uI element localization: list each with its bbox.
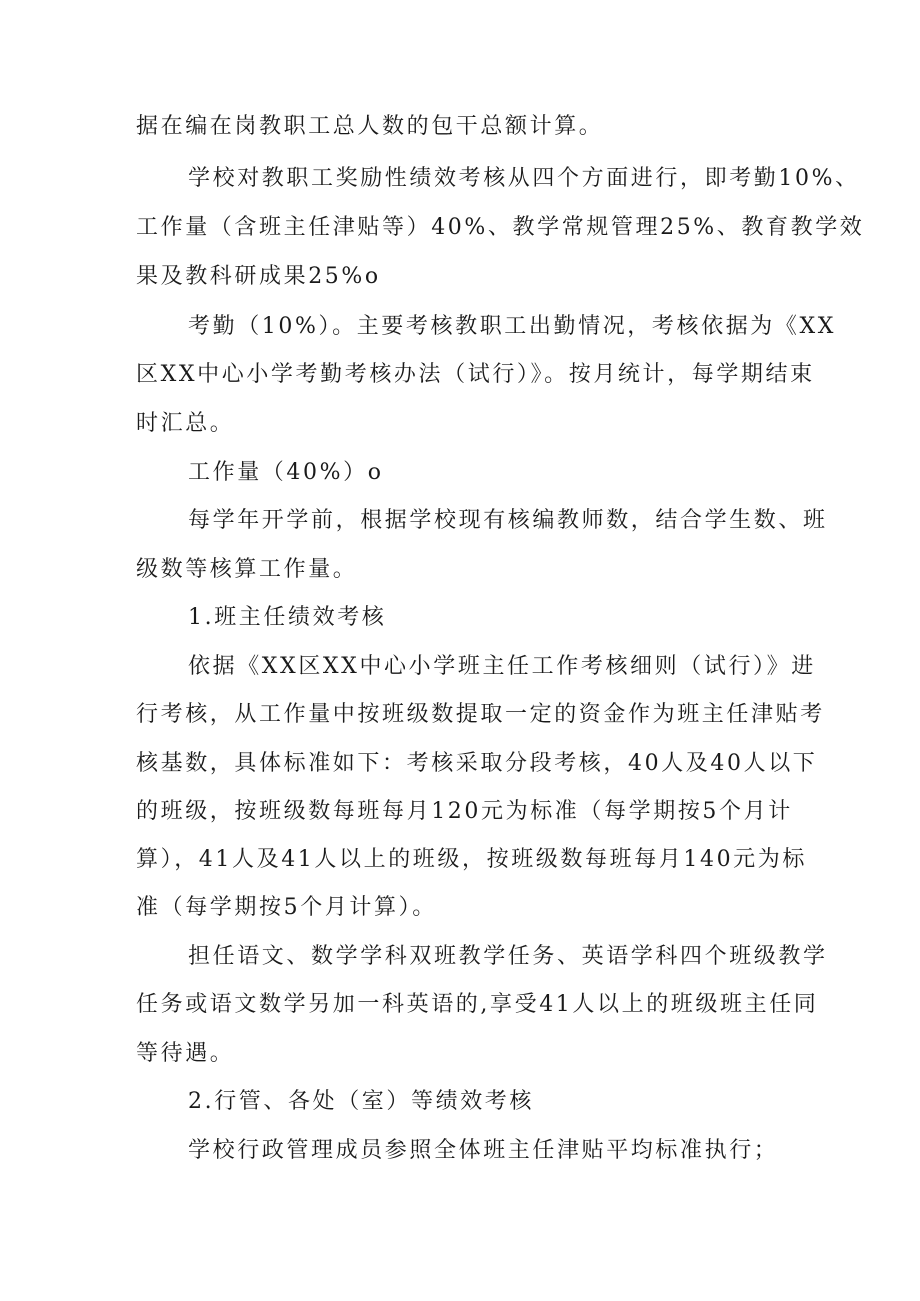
paragraph-line: 算），41人及41人以上的班级，按班级数每班每月140元为标 (136, 847, 807, 872)
paragraph-line: 依据《XX区XX中心小学班主任工作考核细则（试行）》进 (188, 654, 816, 679)
paragraph-line: 级数等核算工作量。 (136, 557, 358, 582)
paragraph-line: 准（每学期按5个月计算）。 (136, 895, 437, 920)
paragraph-line: 行考核，从工作量中按班级数提取一定的资金作为班主任津贴考 (136, 702, 825, 727)
paragraph-line: 每学年开学前，根据学校现有核编教师数，结合学生数、班 (188, 508, 828, 533)
section-heading: 工作量（40%）o (188, 460, 384, 485)
paragraph-line: 时汇总。 (136, 411, 235, 436)
numbered-heading: 1.班主任绩效考核 (188, 605, 387, 630)
numbered-heading: 2.行管、各处（室）等绩效考核 (188, 1089, 534, 1114)
paragraph-line: 区XX中心小学考勤考核办法（试行）》。按月统计，每学期结束 (136, 362, 815, 387)
paragraph-line: 工作量（含班主任津贴等）40%、教学常规管理25%、教育教学效 (136, 215, 865, 240)
paragraph-line: 等待遇。 (136, 1041, 235, 1066)
paragraph-line: 据在编在岗教职工总人数的包干总额计算。 (136, 114, 604, 139)
paragraph-line: 学校对教职工奖励性绩效考核从四个方面进行，即考勤10%、 (188, 166, 860, 191)
paragraph-line: 果及教科研成果25%o (136, 264, 381, 289)
paragraph-line: 考勤（10%）。主要考核教职工出勤情况，考核依据为《XX (188, 314, 837, 339)
paragraph-line: 核基数，具体标准如下：考核采取分段考核，40人及40人以下 (136, 751, 818, 776)
paragraph-line: 任务或语文数学另加一科英语的,享受41人以上的班级班主任同 (136, 992, 819, 1017)
paragraph-line: 学校行政管理成员参照全体班主任津贴平均标准执行； (188, 1138, 779, 1163)
paragraph-line: 的班级，按班级数每班每月120元为标准（每学期按5个月计 (136, 799, 793, 824)
paragraph-line: 担任语文、数学学科双班教学任务、英语学科四个班级教学 (188, 944, 828, 969)
